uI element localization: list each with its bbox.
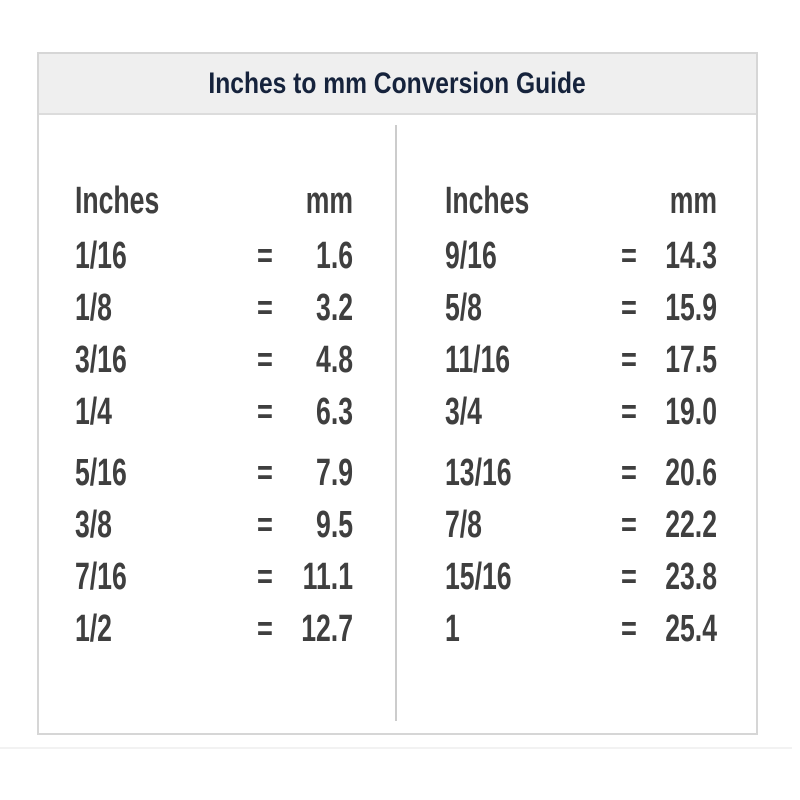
inches-value: 5/16 <box>75 451 127 494</box>
mm-value: 1.6 <box>316 234 353 277</box>
page-title: Inches to mm Conversion Guide <box>208 66 587 100</box>
table-row <box>445 603 717 655</box>
inches-header: Inches <box>445 179 530 222</box>
mm-value: 20.6 <box>665 451 717 494</box>
table-row <box>445 282 717 334</box>
mm-value: 19.0 <box>665 390 717 433</box>
inches-header: Inches <box>75 179 160 222</box>
equals-sign: = <box>257 288 273 327</box>
mm-value: 15.9 <box>665 286 717 329</box>
mm-value: 3.2 <box>316 286 353 329</box>
column-divider <box>395 125 397 721</box>
conversion-panel <box>37 52 758 735</box>
equals-sign: = <box>621 392 637 431</box>
mm-value: 23.8 <box>665 555 717 598</box>
mm-value: 17.5 <box>665 338 717 381</box>
mm-value: 25.4 <box>665 607 717 650</box>
equals-sign: = <box>621 505 637 544</box>
table-row <box>75 386 353 438</box>
left-column <box>75 172 353 655</box>
inches-value: 1/4 <box>75 390 112 433</box>
equals-sign: = <box>621 453 637 492</box>
table-row <box>445 334 717 386</box>
inches-value: 1/16 <box>75 234 127 277</box>
equals-sign: = <box>621 557 637 596</box>
equals-sign: = <box>257 340 273 379</box>
mm-value: 6.3 <box>316 390 353 433</box>
bottom-shadow-line <box>0 747 792 749</box>
inches-value: 3/4 <box>445 390 482 433</box>
inches-value: 15/16 <box>445 555 512 598</box>
table-row <box>75 447 353 499</box>
inches-value: 1/8 <box>75 286 112 329</box>
inches-value: 1/2 <box>75 607 112 650</box>
mm-value: 11.1 <box>302 555 353 598</box>
inches-value: 3/8 <box>75 503 112 546</box>
inches-value: 11/16 <box>445 338 511 381</box>
table-row <box>445 551 717 603</box>
table-row <box>75 334 353 386</box>
equals-sign: = <box>257 609 273 648</box>
inches-value: 5/8 <box>445 286 482 329</box>
mm-header: mm <box>305 179 353 222</box>
table-row <box>75 551 353 603</box>
equals-sign: = <box>621 288 637 327</box>
inches-value: 13/16 <box>445 451 512 494</box>
equals-sign: = <box>257 236 273 275</box>
table-row <box>445 447 717 499</box>
mm-value: 9.5 <box>316 503 353 546</box>
mm-value: 7.9 <box>316 451 353 494</box>
mm-value: 4.8 <box>316 338 353 381</box>
equals-sign: = <box>621 609 637 648</box>
title-bar <box>39 54 756 115</box>
table-row <box>75 282 353 334</box>
equals-sign: = <box>257 505 273 544</box>
column-header-row <box>445 172 717 230</box>
column-header-row <box>75 172 353 230</box>
table-row <box>75 230 353 282</box>
table-row <box>445 499 717 551</box>
mm-value: 14.3 <box>665 234 717 277</box>
table-row <box>445 230 717 282</box>
inches-value: 9/16 <box>445 234 497 277</box>
equals-sign: = <box>257 557 273 596</box>
right-column <box>445 172 717 655</box>
equals-sign: = <box>257 453 273 492</box>
table-row <box>445 386 717 438</box>
table-row <box>75 603 353 655</box>
inches-value: 3/16 <box>75 338 127 381</box>
inches-value: 7/8 <box>445 503 482 546</box>
equals-sign: = <box>621 236 637 275</box>
inches-value: 7/16 <box>75 555 127 598</box>
inches-value: 1 <box>445 607 460 650</box>
mm-value: 22.2 <box>665 503 717 546</box>
table-row <box>75 499 353 551</box>
equals-sign: = <box>257 392 273 431</box>
mm-value: 12.7 <box>301 607 353 650</box>
equals-sign: = <box>621 340 637 379</box>
mm-header: mm <box>669 179 717 222</box>
